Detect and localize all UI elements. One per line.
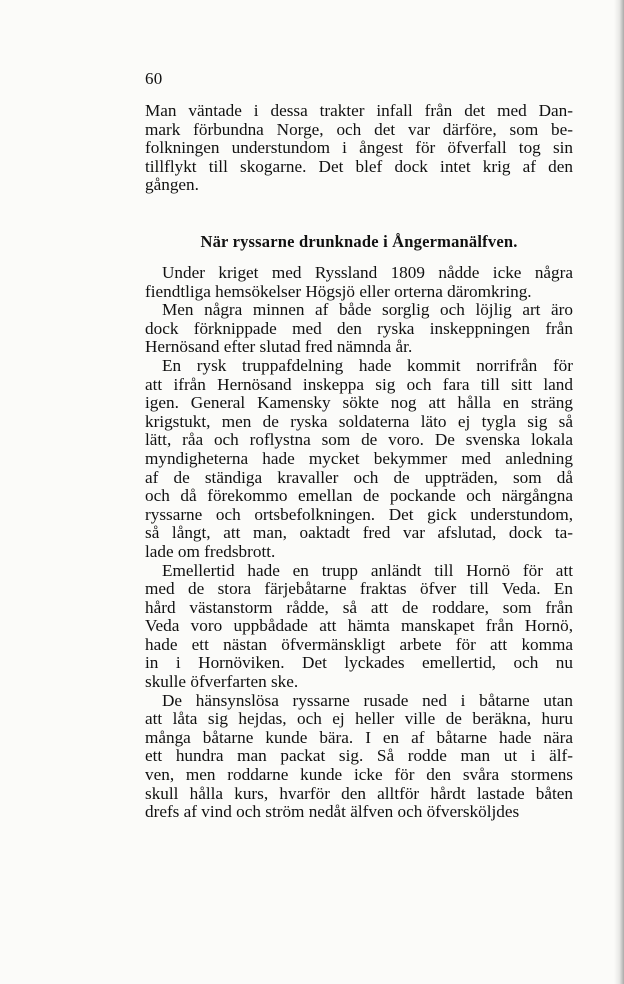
text-line: De hänsynslösa ryssarne rusade ned i båtarne utan [162,690,573,710]
page-edge-shadow [614,0,624,984]
text-line: många båtarne kunde bära. I en af båtarne hade nära [145,727,573,747]
text-line: Man väntade i dessa trakter infall från det med Dan- [145,101,573,120]
text-line: Veda voro uppbådade att hämta manskapet från Hornö, [145,616,573,636]
text-line: hade ett nästan öfvermänskligt arbete för att komma [145,634,573,654]
text-line: En rysk truppafdelning hade kommit norrifrån för [162,355,573,375]
text-line: hård västanstorm rådde, så att de roddare, som från [145,597,573,617]
text-line: och då förekommo emellan de pockande och närgångna [145,486,573,506]
article-body [145,264,573,822]
text-line: tillflykt till skogarne. Det blef dock intet krig af den [145,156,573,176]
text-line: Emellertid hade en trupp anländt till Hornö för att [162,560,573,580]
text-line: mark förbundna Norge, och det var därföre, som be- [145,119,573,139]
text-line: folkningen understundom i ångest för öfverfall tog sin [145,138,573,158]
page-number: 60 [145,69,163,88]
text-line: Hernösand efter slutad fred nämnda år. [145,337,413,357]
text-line: dock förknippade med den ryska inskeppningen från [145,318,573,338]
text-line: af de ständiga kravaller och de uppträden, som då [145,467,573,487]
text-line: myndigheterna hade mycket bekymmer med anledning [145,448,573,468]
text-line: drefs af vind och ström nedåt älfven och öfversköljdes [145,802,520,822]
text-line: Under kriget med Ryssland 1809 nådde icke några [162,263,573,282]
text-line: att låta sig hejdas, och ej heller ville de beräkna, huru [145,709,573,729]
text-line: Men några minnen af både sorglig och löjlig art äro [162,300,573,320]
text-line: ett hundra man packat sig. Så rodde man ut i älf- [145,746,573,766]
text-line: in i Hornöviken. Det lyckades emellertid, och nu [145,653,573,673]
text-line: så långt, att man, oaktadt fred var afslutad, dock ta- [145,523,573,543]
text-line: att ifrån Hernösand inskeppa sig och fara till sitt land [145,374,573,394]
text-line: krigstukt, men de ryska soldaterna läto ej tygla sig så [145,411,573,431]
text-line: gången. [145,175,199,195]
text-line: skulle öfverfarten ske. [145,672,299,692]
text-line: fiendtliga hemsökelser Högsjö eller orterna däromkring. [145,281,532,301]
text-line: igen. General Kamensky sökte nog att hålla en sträng [145,393,573,413]
text-line: med de stora färjebåtarne fraktas öfver till Veda. En [145,579,573,599]
text-line: lade om fredsbrott. [145,541,276,561]
text-line: skull hålla kurs, hvarför den alltför hårdt lastade båten [145,783,573,803]
text-line: ryssarne och ortsbefolkningen. Det gick understundom, [145,504,573,524]
article-title: När ryssarne drunknade i Ångermanälfven. [200,232,518,251]
intro-paragraph [145,102,573,195]
text-line: ven, men roddarne kunde icke för den svåra stormens [145,765,573,785]
text-line: lätt, råa och roflystna som de voro. De svenska lokala [145,430,573,450]
